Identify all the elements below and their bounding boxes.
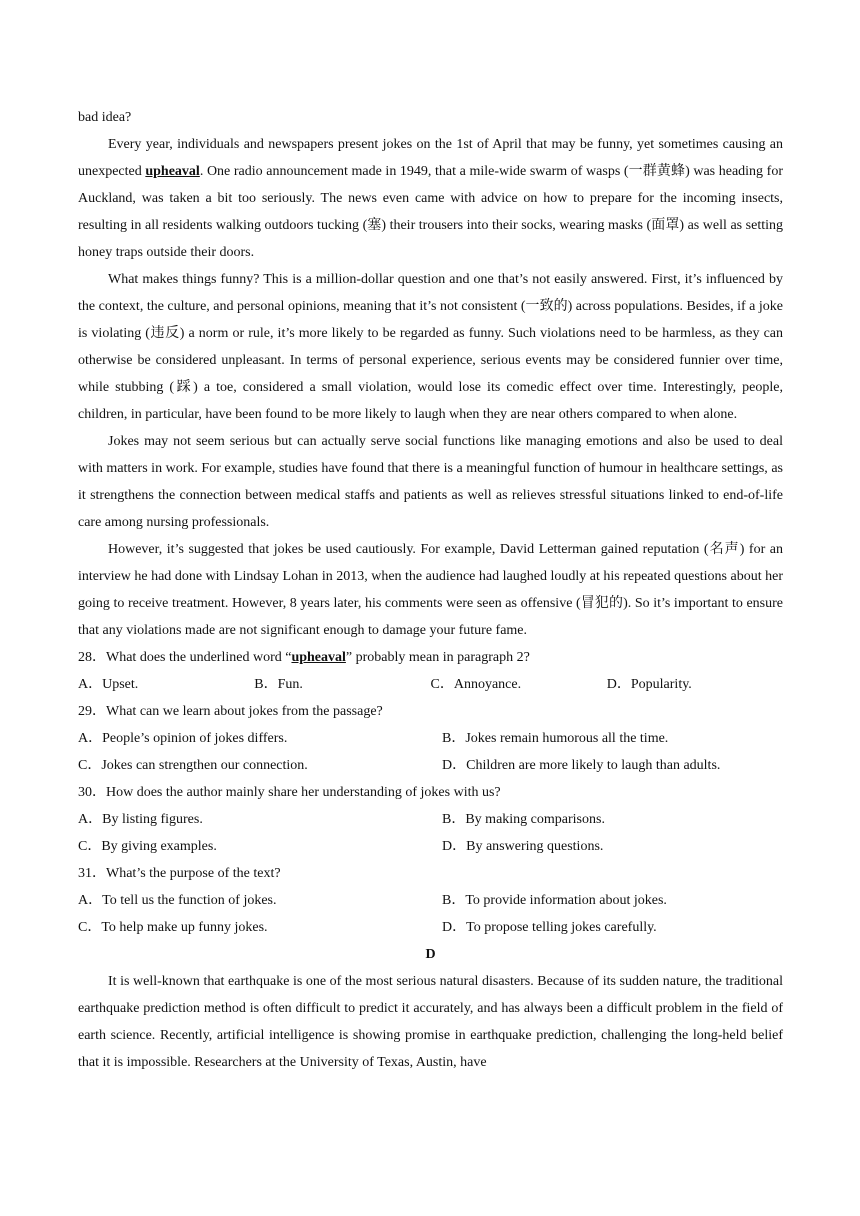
option-letter: A． bbox=[78, 731, 103, 746]
option-d bbox=[607, 671, 783, 698]
option-a bbox=[78, 671, 254, 698]
question-31-options-row-1 bbox=[78, 887, 783, 914]
option-c bbox=[78, 752, 442, 779]
option-text: Children are more likely to laugh than adults. bbox=[466, 758, 721, 773]
option-text: By answering questions. bbox=[466, 839, 604, 854]
question-28-stem bbox=[78, 644, 783, 671]
option-text: To help make up funny jokes. bbox=[101, 920, 268, 935]
question-number: 28． bbox=[78, 650, 106, 665]
continuation-line: bad idea? bbox=[78, 110, 132, 125]
paragraph-3: What makes things funny? This is a million-dollar question and one that’s not easily answered. First, it’s influenced by the context, the culture, and personal opinions, meaning that it’s not consistent (一致的) across populations. Besides, if a joke is violating (违反) a norm or rule, it’s more likely to be regarded as funny. Such violations need to be harmless, as they can otherwise be considered unpleasant. In terms of personal experience, serious events may be considered funnier over time, while stubbing (踩) a toe, considered a small violation, would lose its comedic effect over time. Interestingly, people, children, in particular, have been found to be more likely to laugh when they are near others compared to when alone. bbox=[78, 272, 783, 422]
option-text: People’s opinion of jokes differs. bbox=[102, 731, 288, 746]
underlined-word-upheaval: upheaval bbox=[145, 164, 200, 179]
question-29-stem-text: What can we learn about jokes from the passage? bbox=[106, 704, 383, 719]
question-29-stem bbox=[78, 698, 783, 725]
paragraph-4: Jokes may not seem serious but can actually serve social functions like managing emotions and also be used to deal with matters in work. For example, studies have found that there is a meaningful function of humour in healthcare settings, as it strengthens the connection between medical staffs and patients as well as relieves stressful situations linked to end-of-life care among nursing professionals. bbox=[78, 434, 783, 530]
question-31-stem-text: What’s the purpose of the text? bbox=[106, 866, 281, 881]
option-letter: A． bbox=[78, 812, 103, 827]
option-text: To propose telling jokes carefully. bbox=[466, 920, 657, 935]
option-letter: C． bbox=[78, 839, 102, 854]
option-c bbox=[78, 833, 442, 860]
option-d bbox=[442, 752, 783, 779]
question-30-stem-text: How does the author mainly share her understanding of jokes with us? bbox=[106, 785, 501, 800]
option-a bbox=[78, 725, 442, 752]
option-letter: C． bbox=[430, 677, 454, 692]
paragraph-2-text-a: Every year, individuals and newspapers present jokes on the 1st of April that may be funny, yet sometimes causing an unexpected bbox=[78, 137, 783, 179]
option-a bbox=[78, 806, 442, 833]
option-text: To provide information about jokes. bbox=[465, 893, 667, 908]
option-letter: B． bbox=[254, 677, 278, 692]
paragraph-5: However, it’s suggested that jokes be used cautiously. For example, David Letterman gained reputation (名声) for an interview he had done with Lindsay Lohan in 2013, when the audience had laughed loudly at his repeated questions about her going to receive treatment. However, 8 years later, his comments were seen as offensive (冒犯的). So it’s important to ensure that any violations made are not significant enough to damage your future fame. bbox=[78, 542, 783, 638]
option-b bbox=[442, 806, 783, 833]
option-letter: A． bbox=[78, 893, 103, 908]
option-d bbox=[442, 914, 783, 941]
section-d-paragraph: It is well-known that earthquake is one of the most serious natural disasters. Because of its sudden nature, the traditional earthquake prediction method is often difficult to predict it accurately, and has always been a difficult problem in the field of earth science. Recently, artificial intelligence is showing promise in earthquake prediction, challenging the long-held belief that it is impossible. Researchers at the University of Texas, Austin, have bbox=[78, 974, 783, 1070]
option-d bbox=[442, 833, 783, 860]
option-b bbox=[254, 671, 430, 698]
option-letter: D． bbox=[442, 920, 467, 935]
question-30-stem bbox=[78, 779, 783, 806]
option-letter: C． bbox=[78, 920, 102, 935]
question-28-stem-a: What does the underlined word “ bbox=[106, 650, 292, 665]
option-letter: C． bbox=[78, 758, 102, 773]
option-c bbox=[78, 914, 442, 941]
question-30-options-row-1 bbox=[78, 806, 783, 833]
option-a bbox=[78, 887, 442, 914]
option-text: To tell us the function of jokes. bbox=[102, 893, 277, 908]
option-text: By listing figures. bbox=[102, 812, 203, 827]
question-number: 29． bbox=[78, 704, 106, 719]
option-text: Upset. bbox=[102, 677, 139, 692]
option-letter: A． bbox=[78, 677, 103, 692]
paragraph-2 bbox=[78, 131, 783, 266]
option-letter: B． bbox=[442, 812, 466, 827]
option-text: Jokes remain humorous all the time. bbox=[465, 731, 669, 746]
question-number: 30． bbox=[78, 785, 106, 800]
option-text: Jokes can strengthen our connection. bbox=[101, 758, 308, 773]
option-letter: D． bbox=[606, 677, 631, 692]
option-c bbox=[431, 671, 607, 698]
section-heading: D bbox=[425, 947, 436, 962]
document-page bbox=[78, 104, 783, 1076]
question-29-options-row-1 bbox=[78, 725, 783, 752]
option-text: Annoyance. bbox=[453, 677, 522, 692]
option-b bbox=[442, 887, 783, 914]
question-28-options bbox=[78, 671, 783, 698]
question-28-stem-b: ” probably mean in paragraph 2? bbox=[345, 650, 530, 665]
option-text: By making comparisons. bbox=[465, 812, 605, 827]
option-text: Popularity. bbox=[630, 677, 692, 692]
option-text: By giving examples. bbox=[101, 839, 217, 854]
question-31-options-row-2 bbox=[78, 914, 783, 941]
question-29-options-row-2 bbox=[78, 752, 783, 779]
question-28-underlined-word: upheaval bbox=[291, 650, 346, 665]
paragraph-2-text-b: . One radio announcement made in 1949, that a mile-wide swarm of wasps (一群黄蜂) was heading for Auckland, was taken a bit too seriously. The news even came with advice on how to prepare for the incoming insects, resulting in all residents walking outdoors tucking (塞) their trousers into their socks, wearing masks (面罩) as well as setting honey traps outside their doors. bbox=[78, 164, 783, 260]
question-number: 31． bbox=[78, 866, 106, 881]
question-31-stem bbox=[78, 860, 783, 887]
option-letter: D． bbox=[442, 758, 467, 773]
option-b bbox=[442, 725, 783, 752]
option-text: Fun. bbox=[277, 677, 303, 692]
option-letter: B． bbox=[442, 731, 466, 746]
question-30-options-row-2 bbox=[78, 833, 783, 860]
option-letter: D． bbox=[442, 839, 467, 854]
option-letter: B． bbox=[442, 893, 466, 908]
